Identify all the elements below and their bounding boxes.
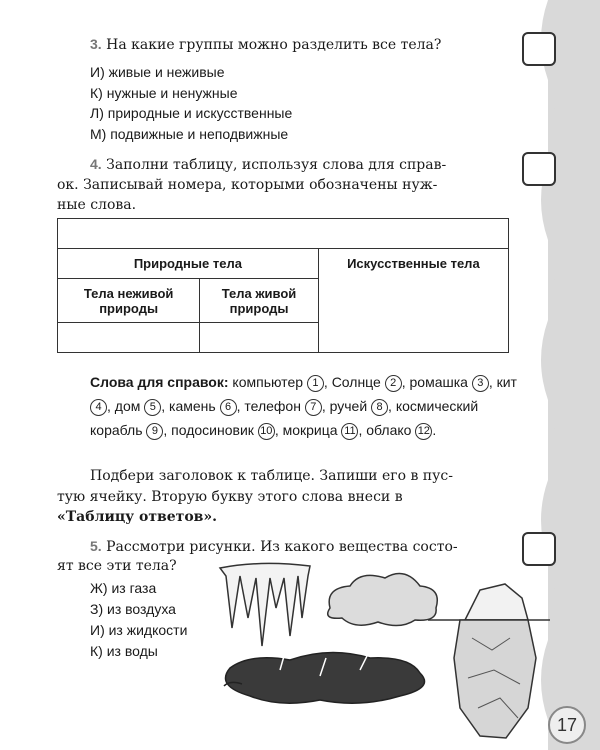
- word-item: компьютер 1 ,: [232, 374, 328, 390]
- word-item: космический корабль 9 ,: [90, 398, 479, 438]
- header-nonliving-l2: природы: [99, 300, 159, 316]
- cloud-icon: [328, 574, 438, 626]
- header-nonliving-l1: Тела неживой: [83, 285, 174, 301]
- header-nonliving: [58, 279, 200, 323]
- answer-living-cell[interactable]: [200, 323, 318, 353]
- q3-answer-box[interactable]: [522, 32, 556, 66]
- answer-nonliving-cell[interactable]: [58, 323, 200, 353]
- header-artificial: Искусственные тела: [318, 249, 508, 353]
- q4-line-1: [90, 154, 446, 176]
- q4-answer-box[interactable]: [522, 152, 556, 186]
- page-sidebar: [548, 0, 600, 750]
- q5-line-2: ят все эти тела?: [57, 558, 177, 574]
- q3-text: На какие группы можно разделить все тела?: [106, 37, 442, 53]
- iceberg-icon: [428, 584, 550, 738]
- q4-number: 4.: [90, 156, 102, 172]
- header-living-l1: Тела живой: [221, 285, 297, 301]
- classification-table: [57, 218, 509, 353]
- q4-line-3: ные слова.: [57, 197, 137, 213]
- q3-question: [90, 34, 441, 56]
- word-item: ручей 8 ,: [329, 398, 392, 414]
- word-item: мокрица 11 ,: [282, 422, 363, 438]
- header-living: [200, 279, 318, 323]
- word-item: ромашка 3 ,: [409, 374, 493, 390]
- q5-number: 5.: [90, 538, 102, 554]
- word-item: кит 4 ,: [90, 374, 517, 414]
- q3-option[interactable]: И) живые и неживые: [90, 64, 225, 80]
- icicles-icon: [220, 563, 310, 646]
- q5-option[interactable]: З) из воздуха: [90, 601, 176, 617]
- q4-line-2: ок. Записывай номера, которыми обозначены нуж-: [57, 177, 438, 193]
- q5-option[interactable]: К) из воды: [90, 643, 158, 659]
- q4-text: Заполни таблицу, используя слова для справ-: [106, 157, 447, 173]
- word-item: дом 5 ,: [114, 398, 166, 414]
- word-item: Солнце 2 ,: [331, 374, 406, 390]
- q5-line-1: [90, 536, 458, 558]
- word-item: камень 6 ,: [169, 398, 241, 414]
- header-living-l2: природы: [229, 300, 289, 316]
- q3-number: 3.: [90, 36, 102, 52]
- word-item: телефон 7 ,: [244, 398, 326, 414]
- word-item: облако 12 .: [366, 422, 437, 438]
- q3-option[interactable]: М) подвижные и неподвижные: [90, 126, 289, 142]
- reference-words: [90, 370, 520, 442]
- table-title-cell[interactable]: [58, 219, 509, 249]
- header-natural: Природные тела: [58, 249, 319, 279]
- illustrations: [210, 558, 550, 748]
- q5-option[interactable]: Ж) из газа: [90, 580, 157, 596]
- task-line-3: «Таблицу ответов».: [57, 509, 218, 525]
- q3-option[interactable]: Л) природные и искусственные: [90, 105, 293, 121]
- task-line-2: тую ячейку. Вторую букву этого слова внеси в: [57, 489, 403, 505]
- q3-option[interactable]: К) нужные и ненужные: [90, 85, 238, 101]
- puddle-icon: [224, 652, 425, 703]
- q5-text: Рассмотри рисунки. Из какого вещества состо-: [106, 539, 458, 555]
- task-line-1: Подбери заголовок к таблице. Запиши его в пус-: [90, 468, 453, 484]
- q5-option[interactable]: И) из жидкости: [90, 622, 188, 638]
- word-item: подосиновик 10 ,: [171, 422, 279, 438]
- page-number: 17: [548, 706, 586, 744]
- words-label: Слова для справок:: [90, 374, 229, 390]
